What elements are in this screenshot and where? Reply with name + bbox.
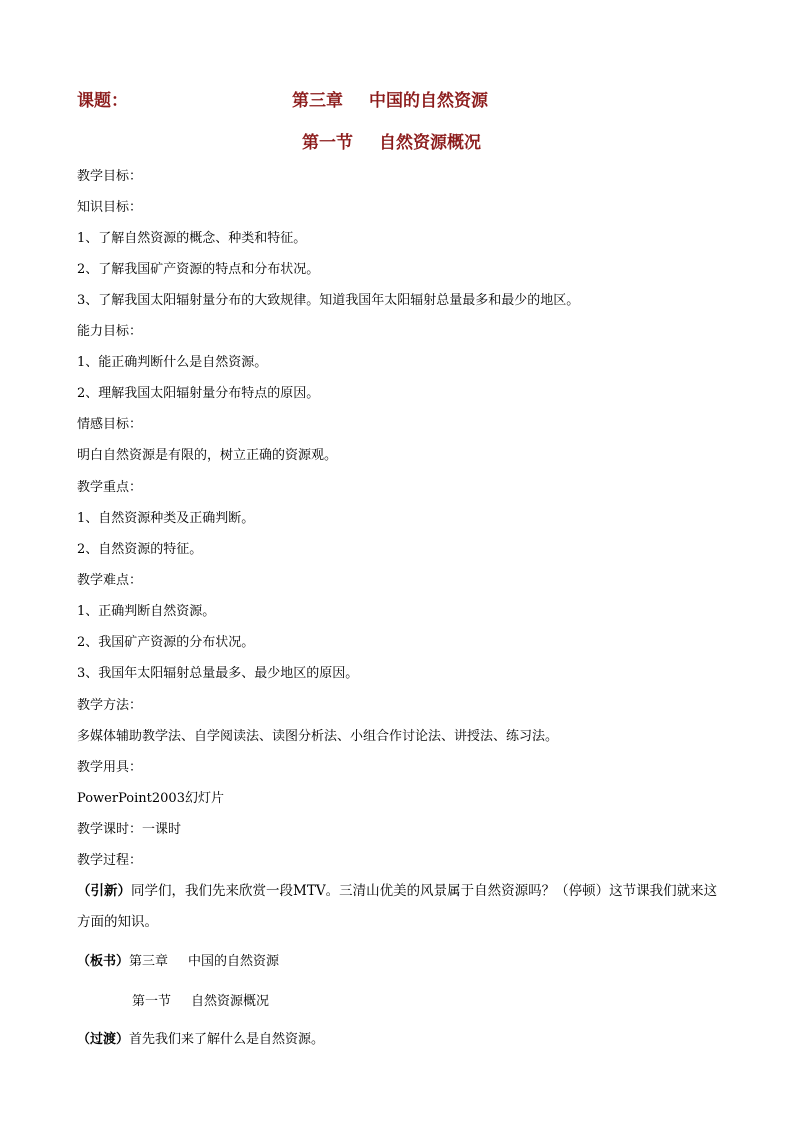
chapter-name: 中国的自然资源 — [369, 91, 488, 111]
section-name: 自然资源概况 — [379, 133, 481, 153]
board-label: （板书） — [77, 954, 130, 969]
key-point-item: 2、自然资源的特征。 — [77, 542, 203, 557]
board-chapter-name: 中国的自然资源 — [188, 954, 280, 969]
board-section-number: 第一节 — [132, 994, 172, 1009]
emotion-text: 明白自然资源是有限的，树立正确的资源观。 — [77, 448, 338, 463]
transition-line — [77, 1031, 324, 1048]
duration-text: 教学课时：一课时 — [77, 822, 182, 837]
process-heading: 教学过程： — [77, 853, 143, 868]
knowledge-item: 2、了解我国矿产资源的特点和分布状况。 — [77, 262, 320, 277]
ability-item: 2、理解我国太阳辐射量分布特点的原因。 — [77, 386, 320, 401]
key-point-item: 1、自然资源种类及正确判断。 — [77, 511, 255, 526]
board-chapter-number: 第三章 — [129, 954, 169, 969]
difficulties-heading: 教学难点： — [77, 573, 143, 588]
chapter-number: 第三章 — [292, 91, 343, 111]
intro-text: 同学们，我们先来欣赏一段MTV。三清山优美的风景属于自然资源吗？（停顿）这节课我们就来这方面的知识。 — [77, 883, 718, 930]
methods-heading: 教学方法： — [77, 698, 143, 713]
board-section-name: 自然资源概况 — [191, 994, 270, 1009]
chapter-title — [292, 86, 488, 111]
knowledge-item: 3、了解我国太阳辐射量分布的大致规律。知道我国年太阳辐射总量最多和最少的地区。 — [77, 293, 580, 308]
knowledge-heading: 知识目标： — [77, 200, 143, 215]
difficulty-item: 1、正确判断自然资源。 — [77, 604, 216, 619]
transition-text: 首先我们来了解什么是自然资源。 — [129, 1032, 325, 1047]
transition-label: （过渡） — [77, 1032, 130, 1047]
ability-item: 1、能正确判断什么是自然资源。 — [77, 355, 268, 370]
board-section-line — [132, 993, 269, 1010]
emotion-heading: 情感目标： — [77, 417, 143, 432]
methods-text: 多媒体辅助教学法、自学阅读法、读图分析法、小组合作讨论法、讲授法、练习法。 — [77, 729, 559, 744]
section-title — [302, 128, 481, 153]
key-points-heading: 教学重点： — [77, 480, 143, 495]
lesson-label: 课题： — [77, 91, 128, 111]
tools-text: PowerPoint2003幻灯片 — [77, 791, 224, 806]
difficulty-item: 2、我国矿产资源的分布状况。 — [77, 635, 255, 650]
difficulty-item: 3、我国年太阳辐射总量最多、最少地区的原因。 — [77, 666, 359, 681]
board-chapter-line — [77, 953, 279, 970]
knowledge-item: 1、了解自然资源的概念、种类和特征。 — [77, 231, 307, 246]
intro-label: （引新） — [77, 883, 131, 899]
section-number: 第一节 — [302, 133, 353, 153]
objectives-heading: 教学目标： — [77, 169, 143, 184]
tools-heading: 教学用具： — [77, 760, 143, 775]
ability-heading: 能力目标： — [77, 324, 143, 339]
intro-paragraph — [77, 876, 727, 938]
